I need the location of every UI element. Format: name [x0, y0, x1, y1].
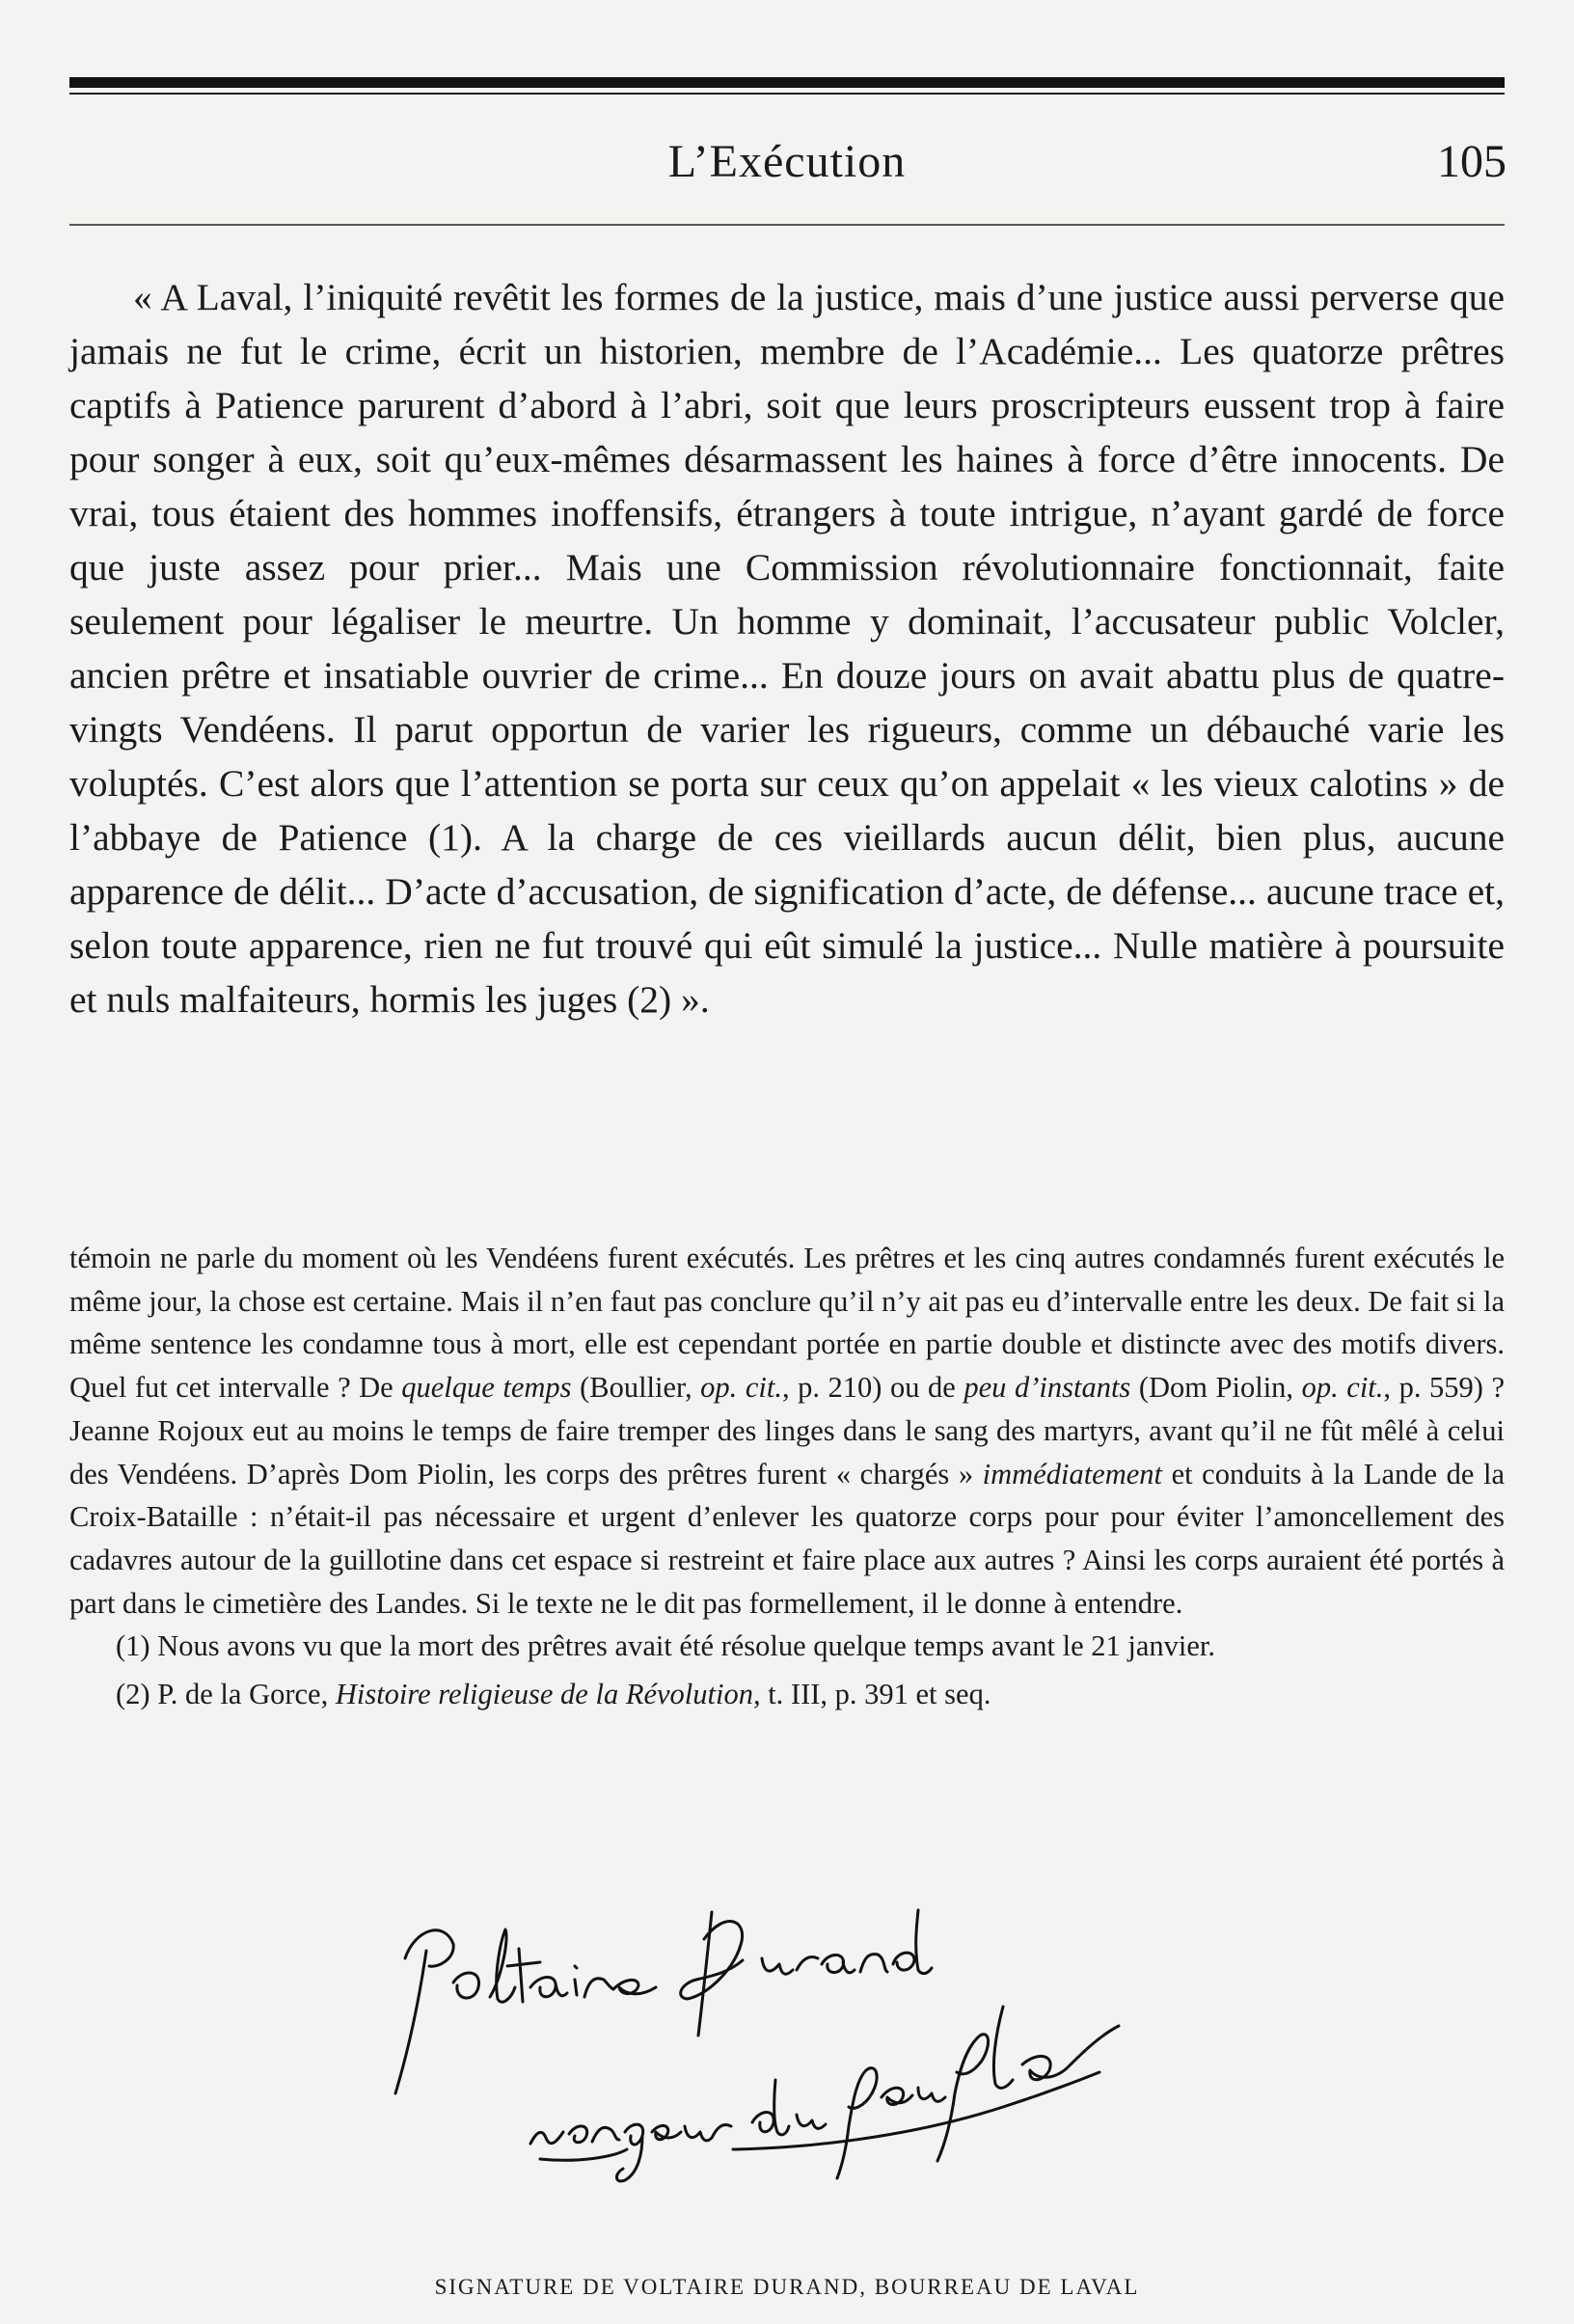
signature-stroke [993, 2007, 1013, 2088]
text-run: , p. 210) ou de [781, 1371, 964, 1405]
signature-stroke [762, 1958, 793, 1974]
signature-stroke [540, 2149, 627, 2160]
text-run: (Dom Piolin, [1130, 1371, 1302, 1405]
signature-stroke [698, 1912, 712, 2036]
header-underline [69, 224, 1505, 226]
text-run: et conduits à la Lande de la Croix-Bataille : n’était-il pas nécessaire et urgent d’enlever les quatorze corps pour pour éviter l’amoncellement des cadavres autour de la guillotine dans cet espace si restreint et faire place aux autres ? Ainsi les corps auraient été portés à part dans le cimetière des Landes. Si le texte ne le dit pas formellement, il le donne à entendre. [69, 1457, 1505, 1620]
text-run: t. III, p. 391 et seq. [760, 1678, 991, 1711]
signature-stroke [860, 1955, 887, 1972]
signature-stroke [453, 1973, 479, 1998]
page-number: 105 [1437, 136, 1506, 187]
main-text-block [69, 270, 1505, 1026]
signature-stroke [613, 1980, 656, 1993]
text-run: , p. 559) ? Jeanne Rojoux eut au moins le temps de faire tremper des linges dans le sang des martyrs, avant qu’il ne fût mêlé à celui des Vendéens. D’après Dom Piolin, les corps des prêtres furent « chargés » [69, 1371, 1505, 1490]
signature-stroke [681, 1922, 743, 1999]
main-paragraph: « A Laval, l’iniquité revêtit les formes de la justice, mais d’une justice aussi perverse que jamais ne fut le crime, écrit un historien, membre de l’Académie... Les quatorze prêtres captifs à Patience parurent d’abord à l’abri, soit que leurs proscripteurs eussent trop à faire pour songer à eux, soit qu’eux-mêmes désarmassent les haines à force d’être innocents. De vrai, tous étaient des hommes inoffensifs, étrangers à toute intrigue, n’ayant gardé de force que juste assez pour prier... Mais une Commission révolutionnaire fonctionnait, faite seulement pour légaliser le meurtre. Un homme y dominait, l’accusateur public Volcler, ancien prêtre et insatiable ouvrier de crime... En douze jours on avait abattu plus de quatre-vingts Vendéens. Il parut opportun de varier les rigueurs, comme un débauché varie les voluptés. C’est alors que l’attention se porta sur ceux qu’on appelait « les vieux calotins » de l’abbaye de Patience (1). A la charge de ces vieillards aucun délit, bien plus, aucune apparence de délit... D’acte d’accusation, de signification d’acte, de défense... aucune trace et, selon toute apparence, rien ne fut trouvé qui eût simulé la justice... Nulle matière à poursuite et nuls malfaiteurs, hormis les juges (2) ». [69, 276, 1505, 1021]
signature-stroke [575, 1966, 577, 1995]
signature-stroke [530, 1978, 567, 1997]
signature-image [386, 1891, 1215, 2219]
signature-stroke [395, 1930, 453, 2093]
text-run: témoin ne parle du moment où les Vendéens furent exécutés. Les prêtres et les cinq autres condamnés furent exécutés le même jour, la chose est certaine. Mais il n’en faut pas conclure qu’il n’y ait pas eu d’intervalle entre les deux. De fait si la même sentence les condamne tous à mort, elle est cependant portée en partie double et distincte avec des motifs divers. Quel fut cet intervalle ? De [69, 1242, 1505, 1405]
signature-stroke [837, 2068, 877, 2178]
footnote-1: (1) Nous avons vu que la mort des prêtres avait été résolue quelque temps avant le 21 janvier. [116, 1629, 1216, 1663]
signature-stroke [918, 2088, 945, 2101]
signature-stroke [797, 2115, 826, 2128]
italic-text-run: op. cit. [700, 1371, 782, 1405]
italic-text-run: op. cit. [1301, 1371, 1384, 1405]
signature-stroke [752, 2080, 789, 2135]
text-run: (Boullier, [571, 1371, 701, 1405]
signature-stroke [584, 1979, 613, 1997]
running-title: L’Exécution [667, 136, 907, 187]
footnote-2 [69, 1673, 1505, 1716]
signature-stroke [1022, 2026, 1119, 2080]
italic-text-run: quelque temps [401, 1371, 572, 1405]
notes-block [69, 1237, 1505, 1716]
header-rule-thin [69, 93, 1505, 95]
signature-stroke [652, 2125, 681, 2139]
italic-text-run: Histoire religieuse de la Révolution, [335, 1678, 761, 1711]
italic-text-run: peu d’instants [963, 1371, 1131, 1405]
header-rule-thick [69, 77, 1505, 88]
signature-stroke [733, 2072, 1099, 2149]
italic-text-run: immédiatement [982, 1457, 1163, 1490]
signature-stroke [685, 2125, 731, 2141]
signature-stroke [882, 2088, 912, 2104]
signature-stroke [592, 2127, 619, 2142]
signature-stroke [797, 1957, 818, 1971]
text-run: (2) P. de la Gorce, [116, 1678, 336, 1711]
figure-caption: SIGNATURE DE VOLTAIRE DURAND, BOURREAU DE LAVAL [434, 2275, 1140, 2299]
signature-stroke [822, 1955, 855, 1972]
note-carryover [69, 1237, 1505, 1625]
signature-stroke [893, 1910, 932, 1974]
signature-stroke [530, 2132, 563, 2144]
signature-stroke [569, 2126, 587, 2143]
